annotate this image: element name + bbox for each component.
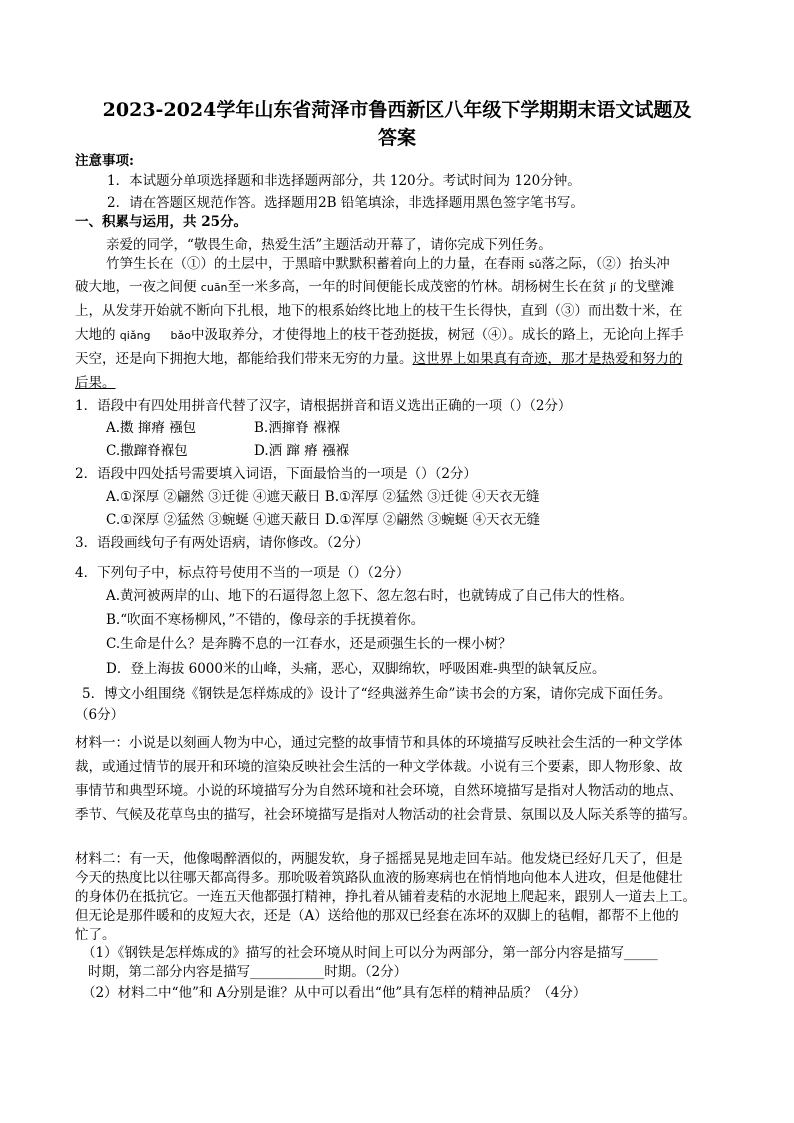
question-4-option-a: A.黄河被两岸的山、地下的石逼得忽上忽下、忽左忽右时，也就铸成了自己伟大的性格。 [106,588,634,604]
question-4-stem: 4．下列句子中，标点符号使用不当的一项是（）（2分） [75,565,410,581]
passage-text: 中汲取养分，才使得地上的枝干苍劲挺拔，树冠（④）。成长的路上，无论向上挥手 [190,327,684,343]
question-1-option-d: D.洒 蹿 瘠 襁褓 [254,443,350,459]
passage-text: 天空，还是向下拥抱大地，都能给我们带来无穷的力量。 [75,351,413,367]
answer-blank-1: _____ [623,945,658,961]
question-2-stem: 2．语段中四处括号需要填入词语，下面最恰当的一项是（）（2分） [75,466,477,482]
material-2-line-3: 的身体仍在抵抗它。一连五天他都强打精神，挣扎着从铺着麦秸的水泥地上爬起来，跟别人一道去上工。 [75,889,696,905]
notice-heading: 注意事项: [75,153,134,169]
material-2-line-2: 今天的热度比以往哪天都高得多。那吮吸着筑路队血液的肠寒病也在悄悄地向他本人进攻，但是他健壮 [75,870,683,886]
question-1-stem: 1．语段中有四处用拼音代替了汉字，请根据拼音和语义选出正确的一项（）（2分） [75,398,572,414]
subquestion-1-line-1 [82,944,658,962]
question-5-points: （6分） [75,707,125,723]
answer-blank-2: ___________ [250,964,325,980]
question-4-option-b: B.“吹面不寒杨柳风，”不错的，像母亲的手抚摸着你。 [106,612,425,628]
passage-text: 破大地，一夜之间便 [75,279,201,295]
passage-line-2 [75,278,674,297]
passage-text: 大地的 [75,327,120,343]
title-line-1: 2023-2024学年山东省菏泽市鲁西新区八年级下学期期末语文试题及 [102,99,692,121]
question-1-option-b: B.洒撺脊 褓褓 [254,420,341,436]
pinyin-qiang: qiǎng [119,329,151,342]
material-2-line-1: 材料二：有一天，他像喝醉酒似的，两腿发软，身子摇摇晃晃地走回车站。他发烧已经好几天了，但是 [75,851,683,867]
question-1-option-a: A.擞 撺瘠 襁包 [106,420,197,436]
material-1-line-3: 事情节和典型环境。小说的环境描写分为自然环境和社会环境，自然环境描写是指对人物活动的地点、 [75,783,683,799]
passage-text: 至一米多高，一年的时间便能长成茂密的竹林。胡杨树生长在贫 [227,279,610,295]
material-2-line-5: 忙了。 [75,927,116,943]
subquestion-2: （2）材料二中“他”和 A分别是谁？从中可以看出“他”具有怎样的精神品质？（4分） [82,985,587,1001]
question-4-option-c: C.生命是什么？是奔腾不息的一江春水，还是顽强生长的一棵小树？ [106,636,512,652]
passage-text: 的戈壁滩 [615,279,675,295]
question-5-stem: 5．博文小组围绕《钢铁是怎样炼成的》设计了“经典滋养生命”读书会的方案，请你完成下面任务。 [82,686,672,702]
passage-line-4 [75,326,684,345]
subquestion-text: 时期，第二部分内容是描写 [88,964,250,980]
question-1-option-c: C.撒蹿脊褓包 [106,443,188,459]
passage-line-5 [75,350,683,368]
notice-item-1: 1．本试题分单项选择题和非选择题两部分，共 120分。考试时间为 120分钟。 [107,173,581,189]
notice-item-2: 2．请在答题区规范作答。选择题用2B 铅笔填涂，非选择题用黑色签字笔书写。 [107,195,584,211]
material-1-line-1: 材料一：小说是以刻画人物为中心，通过完整的故事情节和具体的环境描写反映社会生活的一种文学体 [75,735,683,751]
question-2-options-ab: A.①深厚 ②翩然 ③迁徙 ④遮天蔽日 B.①浑厚 ②猛然 ③迁徙 ④天衣无缝 [106,489,540,505]
pinyin-bao: bǎo [170,329,191,342]
underlined-sentence: 这世界上如果真有奇迹，那才是热爱和努力的 [412,351,683,367]
subquestion-text: （1）《钢铁是怎样炼成的》描写的社会环境从时间上可以分为两部分，第一部分内容是描写 [82,945,624,961]
question-2-options-cd: C.①深厚 ②猛然 ③蜿蜒 ④遮天蔽日 D.①浑厚 ②翩然 ③蜿蜒 ④天衣无缝 [106,512,541,528]
pinyin-su: sǔ [528,258,542,271]
passage-text: 竹笋生长在（①）的土层中，于黑暗中默默积蓄着向上的力量，在春雨 [106,256,529,272]
material-1-line-4: 季节、气候及花草鸟虫的描写，社会环境描写是指对人物活动的社会背景、氛围以及人际关系等的描写。 [75,807,696,823]
material-1-line-2: 裁，或通过情节的展开和环境的渲染反映社会生活的一种文学体裁。小说有三个要素，即人物形象、故 [75,759,683,775]
passage-line-3: 上，从发芽开始就不断向下扎根，地下的根系始终比地上的枝干生长得快，直到（③）而出数十米，在 [75,303,683,319]
question-4-option-d: D．登上海拔 6000米的山峰，头痛，恶心，双脚绵软，呼吸困难-典型的缺氧反应。 [106,661,606,677]
subquestion-text: 时期。（2分） [324,964,408,980]
passage-line-1 [106,255,670,274]
pinyin-ji: jí [609,281,616,294]
question-3-stem: 3．语段画线句子有两处语病，请你修改。（2分） [75,535,369,551]
pinyin-cuan: cuān [200,281,228,294]
subquestion-1-line-2 [88,963,407,981]
material-2-line-4: 但无论是那件暖和的皮短大衣，还是（A）送给他的那双已经套在冻坏的双脚上的毡帽，都帮不上他的 [75,908,679,924]
passage-text: 落之际，（②）抬头冲 [541,256,670,272]
title-line-2: 答案 [377,127,416,149]
section-1-intro: 亲爱的同学，“敬畏生命，热爱生活”主题活动开幕了，请你完成下列任务。 [106,237,552,253]
section-1-heading: 一、积累与运用，共 25分。 [75,214,247,230]
underlined-sentence-end: 后果。 [75,375,116,391]
